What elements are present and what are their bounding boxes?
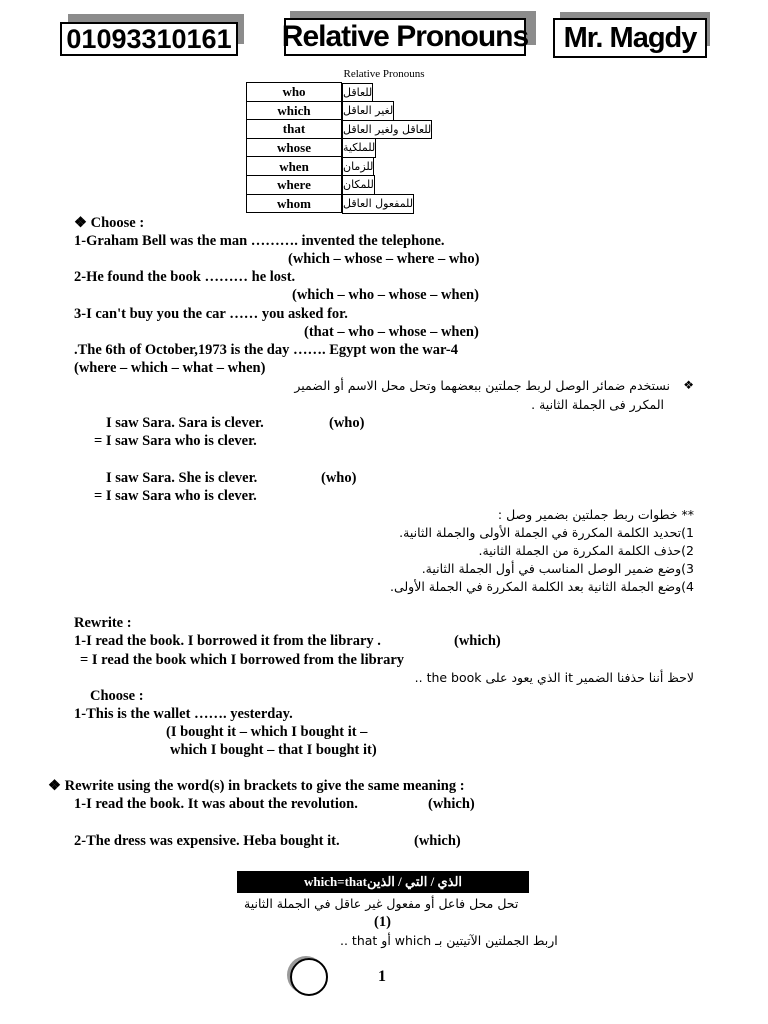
rewrite-words-question-1: 1-I read the book. It was about the revolution. [74,796,358,812]
choose-heading-2: Choose : [90,688,144,704]
choose-question-4: .The 6th of October,1973 is the day ……. Egypt won the war-4 [74,342,458,358]
choose-options-wallet-2: which I bought – that I bought it) [170,742,377,758]
note-line-1: نستخدم ضمائر الوصل لربط جملتين ببعضهما وتحل محل الاسم أو الضمير [294,378,670,393]
circle-mark [290,958,328,996]
note-line-2: المكرر فى الجملة الثانية . [531,397,664,412]
example-2: I saw Sara. She is clever. [106,470,258,486]
note-bullet: ❖ [683,378,694,392]
phone-number: 01093310161 [60,22,238,56]
rewrite-hint-1: (which) [454,633,501,649]
choose-options-wallet-1: (I bought it – which I bought it – [166,724,368,740]
example-1: I saw Sara. Sara is clever. [106,415,264,431]
example-2-result: = I saw Sara who is clever. [94,488,257,504]
step-3: 3)وضع ضمير الوصل المناسب في أول الجملة الثانية. [421,561,694,576]
teacher-name: Mr. Magdy [553,18,707,58]
bottom-number: (1) [374,914,391,930]
table-row [247,101,522,120]
choose-options-1: (which – whose – where – who) [288,251,480,267]
choose-options-4: (where – which – what – when) [74,360,266,376]
example-1-result: = I saw Sara who is clever. [94,433,257,449]
meaning-cell: للعاقل ولغير العاقل [342,120,432,140]
choose-heading: ❖ Choose : [74,215,145,231]
meaning-cell: للزمان [342,157,374,177]
rewrite-words-question-2: 2-The dress was expensive. Heba bought it. [74,833,340,849]
example-2-hint: (who) [321,470,357,486]
rewrite-words-hint-1: (which) [428,796,475,812]
meaning-cell: للمكان [342,175,375,195]
choose-question-wallet: 1-This is the wallet ……. yesterday. [74,706,293,722]
meaning-cell: للمفعول العاقل [342,194,414,214]
table-row [247,138,522,157]
rewrite-note: لاحظ أننا حذفنا الضمير it الذي يعود على the book .. [414,670,694,685]
rewrite-words-heading: ❖ Rewrite using the word(s) in brackets to give the same meaning : [48,778,465,794]
step-1: 1)تحديد الكلمة المكررة في الجملة الأولى والجملة الثانية. [399,525,694,540]
example-1-hint: (who) [329,415,365,431]
relative-pronouns-table [246,82,522,213]
bottom-line-2: اربط الجملتين الآتيتين بـ which أو that .. [340,933,558,948]
pronoun-cell: when [247,157,342,176]
table-row [247,120,522,139]
pronoun-cell: where [247,175,342,194]
rewrite-answer-1: = I read the book which I borrowed from the library [80,652,405,668]
pronoun-cell: whom [247,194,342,213]
step-4: 4)وضع الجملة الثانية بعد الكلمة المكررة في الجملة الأولى. [389,579,694,594]
page-title: Relative Pronouns [284,18,526,56]
table-row [247,194,522,213]
choose-question-2: 2-He found the book ……… he lost. [74,269,296,285]
rewrite-question-1: 1-I read the book. I borrowed it from the library . [74,633,381,649]
bottom-line-1: تحل محل فاعل أو مفعول غير عاقل في الجملة الثانية [244,896,519,911]
rewrite-heading: Rewrite : [74,615,132,631]
which-that-banner: which=thatالذي / التي / الذين [237,871,529,893]
rewrite-words-hint-2: (which) [414,833,461,849]
table-row [247,157,522,176]
choose-question-3: 3-I can't buy you the car …… you asked for. [74,306,348,322]
steps-heading: ** خطوات ربط جملتين بضمير وصل : [497,507,694,522]
table-row [247,83,522,102]
pronoun-cell: whose [247,138,342,157]
choose-options-2: (which – who – whose – when) [292,287,479,303]
table-row [247,175,522,194]
pronoun-cell: who [247,83,342,102]
choose-question-1: 1-Graham Bell was the man ………. invented the telephone. [74,233,445,249]
page-number: 1 [378,968,386,985]
meaning-cell: لغير العاقل [342,101,394,121]
meaning-cell: للملكية [342,138,376,158]
table-caption: Relative Pronouns [343,68,425,80]
step-2: 2)حذف الكلمة المكررة من الجملة الثانية. [478,543,694,558]
choose-options-3: (that – who – whose – when) [304,324,479,340]
pronoun-cell: which [247,101,342,120]
pronoun-cell: that [247,120,342,139]
meaning-cell: للعاقل [342,83,373,103]
